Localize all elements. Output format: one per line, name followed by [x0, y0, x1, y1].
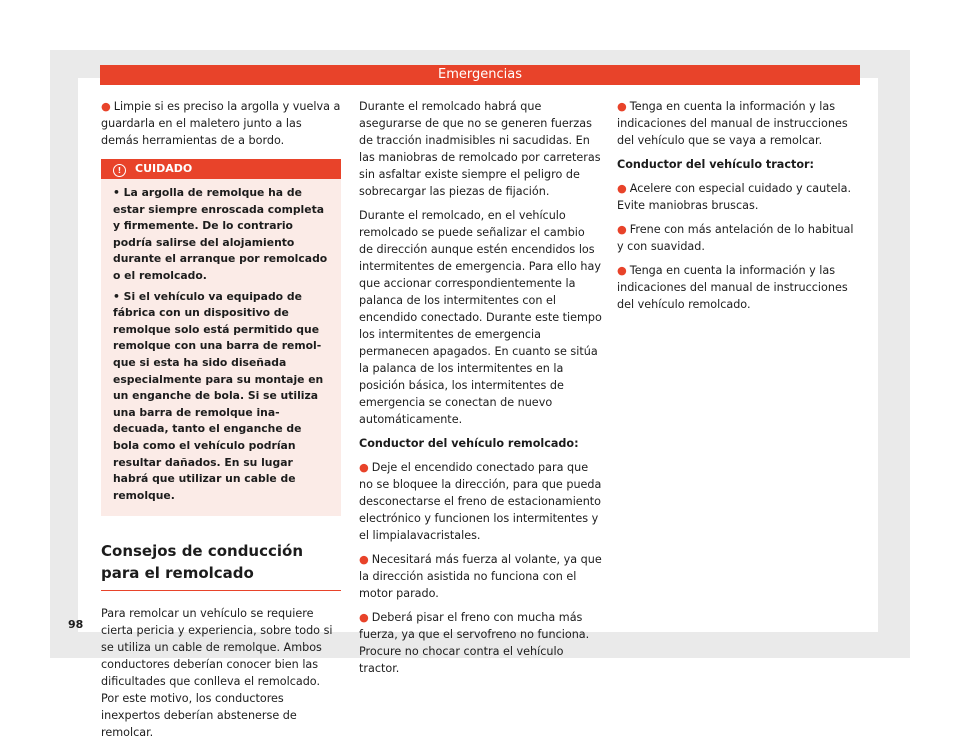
caution-body: [101, 179, 341, 504]
bullet-icon: ●: [617, 223, 627, 236]
body-paragraph: Durante el remolcado, en el vehículo remolcado se puede señalizar el cambio de dirección aunque estén encendidos los intermitentes de emergencia. Para ello hay que accionar correspondientemente la palanca de los intermitentes con el encendido conectado. Durante este tiempo los intermitentes de emergencia permanecen apagados. En cuanto se sitúa la palanca de los intermitentes en la posición básica, los intermitentes de emergencia se conectan de nuevo automáticamente.: [359, 209, 602, 426]
list-item: ● Tenga en cuenta la información y las indicaciones del manual de instrucciones del vehículo remolcado.: [617, 264, 848, 311]
list-item: ● Frene con más antelación de lo habitual y con suavidad.: [617, 223, 854, 253]
caution-label: CUIDADO: [135, 162, 193, 175]
column-middle: [359, 98, 602, 684]
chapter-header: Emergencias: [100, 65, 860, 85]
bullet-icon: ●: [617, 100, 627, 113]
list-item: ● Tenga en cuenta la información y las indicaciones del manual de instrucciones del vehículo que se vaya a remolcar.: [617, 100, 848, 147]
caution-item: • Si el vehículo va equipado de fábrica con un dispositivo de remolque solo está permitido que remolque con una barra de remolque si esta ha sido diseñada especialmente para su montaje en un enganche de bola. Si se utiliza una barra de remolque inadecuada, tanto el enganche de bola como el vehículo podrían resultar dañados. En su lugar habrá que utilizar un cable de remolque.: [113, 289, 324, 502]
column-left: [101, 98, 341, 748]
list-item: ● Deje el encendido conectado para que no se bloquee la dirección, para que pueda desconectarse el freno de estacionamiento electrónico y funcionen los intermitentes y el limpialavacristales.: [359, 461, 602, 542]
list-item: ● Deberá pisar el freno con mucha más fuerza, ya que el servofreno no funciona. Procure no chocar contra el vehículo tractor.: [359, 611, 590, 675]
bullet-icon: •: [113, 186, 124, 199]
intro-paragraph: ● Limpie si es preciso la argolla y vuelva a guardarla en el maletero junto a las demás herramientas de a bordo.: [101, 100, 341, 147]
subheading: Conductor del vehículo remolcado:: [359, 437, 579, 450]
bullet-icon: ●: [617, 182, 627, 195]
caution-box: [101, 159, 341, 516]
bullet-icon: ●: [359, 553, 369, 566]
bullet-icon: ●: [101, 100, 111, 113]
bullet-icon: ●: [359, 461, 369, 474]
list-item: ● Acelere con especial cuidado y cautela. Evite maniobras bruscas.: [617, 182, 852, 212]
bullet-icon: •: [113, 289, 124, 303]
section-title: Consejos de conducción para el remolcado: [101, 540, 341, 591]
list-item: ● Necesitará más fuerza al volante, ya que la dirección asistida no funciona con el motor parado.: [359, 553, 602, 600]
bullet-icon: ●: [359, 611, 369, 624]
page-number: 98: [68, 618, 84, 631]
caution-item: • La argolla de remolque ha de estar siempre enroscada completa y firmemente. De lo contrario podría salirse del alojamiento durante el arranque por remolcado o el remolcado.: [113, 186, 328, 282]
caution-header: [101, 159, 341, 179]
subheading: Conductor del vehículo tractor:: [617, 158, 814, 171]
bullet-icon: ●: [617, 264, 627, 277]
body-paragraph: Para remolcar un vehículo se requiere cierta pericia y experiencia, sobre todo si se utiliza un cable de remolque. Ambos conductores deberían conocer bien las dificultades que conlleva el remolcado. Por este motivo, los conductores inexpertos deberían abstenerse de remolcar.: [101, 607, 333, 740]
warning-icon: !: [113, 164, 126, 177]
body-paragraph: Durante el remolcado habrá que asegurarse de que no se generen fuerzas de tracción inadmisibles ni sacudidas. En las maniobras de remolcado por carreteras sin asfaltar existe siempre el peligro de sobrecargar las piezas de fijación.: [359, 100, 601, 198]
column-right: [617, 98, 860, 320]
